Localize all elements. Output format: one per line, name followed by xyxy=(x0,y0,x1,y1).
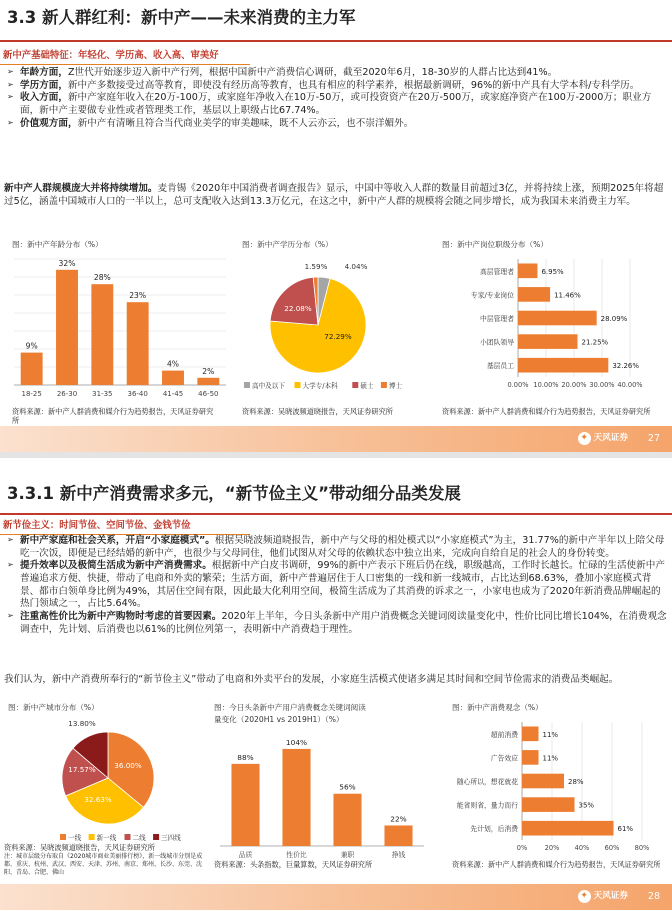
logo-text: 天风证券 xyxy=(593,890,628,901)
slide-title: 3.3 新人群红利：新中产——未来消费的主力军 xyxy=(7,8,356,27)
bar xyxy=(282,749,310,846)
x-tick-label: 30.00% xyxy=(589,381,615,389)
y-tick-label: 中层管理者 xyxy=(480,315,514,323)
y-tick-label: 超前消费 xyxy=(490,730,518,739)
chart-caption-education: 图：新中产学历分布（%） xyxy=(242,240,333,249)
data-label: 56% xyxy=(339,782,356,792)
data-label: 21.25% xyxy=(581,338,609,347)
section-subtitle: 新节俭主义：时间节俭、空间节俭、金钱节俭 xyxy=(3,520,191,531)
legend-swatch xyxy=(153,834,159,840)
data-label: 6.95% xyxy=(541,267,564,276)
arrow-icon: ➢ xyxy=(7,560,14,570)
bullet-lead: 新中产家庭和社会关系，开启“小家庭模式”。 xyxy=(20,535,215,546)
data-label: 28.09% xyxy=(600,315,628,323)
data-label: 72.29% xyxy=(324,332,352,341)
slide-28 xyxy=(0,458,672,910)
section-subtitle: 新中产基础特征：年轻化、学历高、收入高、审美好 xyxy=(3,50,219,61)
paragraph-lead: 新中产人群规模庞大并将持续增加。 xyxy=(4,183,158,194)
bullet-family xyxy=(4,535,668,560)
bullet-lead: 学历方面， xyxy=(20,79,68,91)
attitude-hbar-chart xyxy=(440,718,662,856)
footer-bar xyxy=(0,884,672,910)
data-label: 104% xyxy=(285,737,308,747)
x-tick-label: 兼职 xyxy=(340,851,355,859)
data-label: 1.59% xyxy=(304,262,328,271)
legend-swatch xyxy=(352,382,358,388)
chart-caption-level: 图：新中产岗位职级分布（%） xyxy=(442,240,548,249)
bar xyxy=(518,263,537,278)
bar xyxy=(518,334,578,349)
legend-swatch xyxy=(244,382,250,388)
data-label: 13.80% xyxy=(68,719,96,728)
x-tick-label: 41-45 xyxy=(162,390,184,398)
x-tick-label: 挣钱 xyxy=(391,851,406,859)
x-tick-label: 品质 xyxy=(238,851,253,859)
slide-title: 3.3.1 新中产消费需求多元，“新节俭主义”带动细分品类发展 xyxy=(7,484,461,503)
y-tick-label: 小团队领导 xyxy=(480,338,514,347)
data-label: 36.00% xyxy=(114,761,142,770)
bullet-text: Z世代开始逐步迈入新中产行列，根据中国新中产消费信心调研，截至2020年6月，18-30岁的人群占比达到41%。 xyxy=(67,67,558,78)
bullet-lead: 年龄方面， xyxy=(20,67,68,78)
x-tick-label: 60% xyxy=(604,844,620,852)
source-education: 资料来源：吴晓波频道晓报告，天风证券研究所 xyxy=(242,407,393,416)
data-label: 11% xyxy=(542,730,559,739)
x-tick-label: 46-50 xyxy=(198,390,219,398)
source-city-note: 注：城市层级分布取自《2020城市商业美丽排行榜》，新一线城市分别是成都、重庆、杭州、武汉、西安、天津、苏州、南京、郑州、长沙、东莞、沈阳、青岛、合肥、佛山 xyxy=(4,853,203,876)
bar xyxy=(518,311,597,326)
x-tick-label: 18-25 xyxy=(21,390,42,398)
bar xyxy=(197,378,219,385)
x-tick-label: 0.00% xyxy=(507,381,529,389)
bullet-text: 2020年上半年，今日头条新中产用户消费概念关键词阅读量变化中，性价比同比增长104%，在消费观念调查中，先计划、后消费也以61%的比例位列第一，表明新中产消费趋于理性。 xyxy=(20,610,667,635)
bullet-text: 新中产有清晰且符合当代商业美学的审美趣味，既不人云亦云，也不崇洋媚外。 xyxy=(77,117,414,129)
legend-label: 博士 xyxy=(388,382,403,390)
x-tick-label: 20.00% xyxy=(561,381,587,389)
logo-text: 天风证券 xyxy=(593,432,628,443)
data-label: 32.26% xyxy=(612,362,640,371)
x-tick-label: 40.00% xyxy=(617,381,643,389)
legend-label: 新一线 xyxy=(96,834,117,842)
page-number: 28 xyxy=(647,891,660,902)
data-label: 9% xyxy=(25,341,38,351)
footer-bar xyxy=(0,426,672,452)
chart-caption-keyword: 图：今日头条新中产用户消费概念关键词阅读 xyxy=(214,703,366,712)
x-tick-label: 80% xyxy=(634,844,650,852)
keyword-bar-chart xyxy=(212,730,432,860)
x-tick-label: 31-35 xyxy=(92,390,113,398)
legend-swatch xyxy=(295,382,301,388)
data-label: 32.63% xyxy=(84,795,112,804)
logo-icon: ✦ xyxy=(578,890,591,903)
data-label: 28% xyxy=(93,273,111,283)
data-label: 88% xyxy=(237,752,254,762)
chart-caption-keyword-2: 量变化（2020H1 vs 2019H1）（%） xyxy=(214,715,344,724)
thrift-bullets xyxy=(4,535,668,636)
data-label: 4% xyxy=(166,359,180,369)
y-tick-label: 随心所以，想花就花 xyxy=(456,778,518,786)
bar xyxy=(384,825,412,846)
bar xyxy=(522,821,614,836)
bar xyxy=(56,270,78,385)
x-tick-label: 26-30 xyxy=(56,390,78,398)
bar xyxy=(21,353,43,385)
bar xyxy=(333,794,361,846)
title-rule xyxy=(0,513,672,515)
arrow-icon: ➢ xyxy=(7,117,14,127)
bullet-value xyxy=(4,611,668,636)
y-tick-label: 广告效应 xyxy=(490,754,518,763)
source-level: 资料来源：新中产人群消费和媒介行为趋势报告，天风证券研究所 xyxy=(442,407,651,416)
slide-27 xyxy=(0,0,672,452)
arrow-icon: ➢ xyxy=(7,67,14,76)
bar xyxy=(231,764,259,846)
x-tick-label: 0% xyxy=(516,844,528,852)
bar xyxy=(127,302,149,385)
y-tick-label: 先计划，后消费 xyxy=(470,825,518,834)
bullet-age xyxy=(4,67,668,80)
paragraph-text: 麦肯锡《2020年中国消费者调查报告》显示，中国中等收入人群的数量目前超过3亿，并将持续上涨，预期2025年将超过5亿，涵盖中国城市人口的一半以上，总可支配收入达到13.3万亿元，在这之中，新中产人群的规模将会随之同步增长，成为我国未来消费主力军。 xyxy=(4,183,664,207)
bullet-text: 新中产多数接受过高等教育，即使没有经历高等教育，也具有相应的科学素养，根据最新调研，96%的新中产具有大学本科/专科学历。 xyxy=(67,79,640,91)
data-label: 32% xyxy=(58,258,76,268)
arrow-icon: ➢ xyxy=(7,610,14,620)
bullet-lead: 提升效率以及极简生活成为新中产消费需求。 xyxy=(20,560,212,572)
arrow-icon: ➢ xyxy=(7,92,14,102)
conclusion-paragraph: 我们认为，新中产消费所奉行的“新节俭主义”带动了电商和外卖平台的发展，小家庭生活模式使诸多满足其时间和空间节俭需求的消费品类崛起。 xyxy=(4,674,619,685)
data-label: 2% xyxy=(202,366,215,376)
bar xyxy=(518,287,550,302)
arrow-icon: ➢ xyxy=(7,79,14,89)
source-age: 资料来源：新中产人群消费和媒介行为趋势报告，天风证券研究所 xyxy=(12,407,214,426)
bullet-income xyxy=(4,92,668,117)
legend-label: 大学专/本科 xyxy=(302,382,338,390)
age-bar-chart xyxy=(8,255,230,405)
education-pie-chart xyxy=(238,255,423,405)
bullet-text: 新中产家庭年收入在20万-100万，或家庭年净收入在10万-50万，或可投资资产在20万-500万，或家庭净资产在100万-2000万；职业方面，新中产主要做专业性或者管理类工作，基层以上职级占比67.74%。 xyxy=(20,92,652,116)
level-hbar-chart xyxy=(440,255,660,405)
bar xyxy=(162,371,184,385)
legend-label: 高中及以下 xyxy=(252,382,285,390)
bullet-lead: 注重高性价比为新中产购物时考虑的首要因素。 xyxy=(20,610,222,622)
data-label: 11.46% xyxy=(554,291,581,300)
legend-swatch xyxy=(89,834,95,840)
chart-caption-age: 图：新中产年龄分布（%） xyxy=(12,240,103,249)
legend-swatch xyxy=(381,382,387,388)
source-city: 资料来源：吴晓波频道晓报告，天风证券研究所 xyxy=(4,843,155,852)
feature-bullets xyxy=(4,67,668,130)
data-label: 22.08% xyxy=(284,304,312,313)
bar xyxy=(518,358,608,373)
bar xyxy=(522,797,575,812)
data-label: 35% xyxy=(578,801,595,810)
x-tick-label: 性价比 xyxy=(286,851,307,859)
source-attitude: 资料来源：新中产人群消费和媒介行为趋势报告，天风证券研究所 xyxy=(452,860,661,869)
bar xyxy=(522,750,539,765)
logo-icon: ✦ xyxy=(578,432,591,445)
x-tick-label: 36-40 xyxy=(127,390,148,398)
legend-label: 一线 xyxy=(68,834,82,842)
y-tick-label: 基层员工 xyxy=(486,362,514,371)
bullet-efficiency xyxy=(4,560,668,611)
y-tick-label: 高层管理者 xyxy=(480,267,514,276)
title-rule xyxy=(0,40,672,42)
data-label: 61% xyxy=(617,825,634,834)
city-pie-chart xyxy=(8,716,208,864)
legend-swatch xyxy=(60,834,66,840)
chart-caption-attitude: 图：新中产消费观念（%） xyxy=(452,703,543,712)
bar xyxy=(522,774,564,789)
bullet-text: 根据吴晓波频道晓报告，新中产与父母的相处模式以“小家庭模式”为主，31.77%的新中产半年以上陪父母吃一次饭，即便是已经结婚的新中产，也很少与父母同住，他们试图从对父母的依赖状态中独立出来，完成向自给自足的社会人的身份转变。 xyxy=(20,535,665,559)
company-logo xyxy=(578,432,628,445)
arrow-icon: ➢ xyxy=(7,535,14,544)
bullet-text: 根据新中产白皮书调研，99%的新中产表示下班后仍在线，职级越高，工作时长越长。忙碌的生活使新中产普遍追求方便、快捷，带动了电商和外卖的繁荣；生活方面，新中产普遍居住于人口密集的一线和新一线城市，占比达到68.63%，叠加小家庭模式背景、都市白领单身比例为49%，其居住空间有限，因此最大化利用空间，极简生活成为了其消费的诉求之一，小家电也成为了2020年新消费品牌崛起的热门领域之一，占比5.64%。 xyxy=(20,560,665,610)
bullet-education xyxy=(4,80,668,93)
data-label: 23% xyxy=(129,291,147,301)
bullet-values xyxy=(4,118,668,131)
company-logo xyxy=(578,890,628,903)
x-tick-label: 20% xyxy=(544,844,560,852)
subtitle-underline xyxy=(0,64,250,65)
chart-caption-city: 图：新中产城市分布（%） xyxy=(8,703,99,712)
data-label: 28% xyxy=(568,778,584,786)
data-label: 11% xyxy=(542,754,559,763)
data-label: 22% xyxy=(390,814,407,824)
summary-paragraph xyxy=(4,183,668,208)
data-label: 4.04% xyxy=(344,262,368,271)
legend-label: 二线 xyxy=(132,834,146,842)
legend-label: 三四线 xyxy=(161,834,181,842)
bar xyxy=(522,726,539,741)
data-label: 17.57% xyxy=(68,765,96,774)
y-tick-label: 能省则省，量力而行 xyxy=(456,801,518,810)
x-tick-label: 40% xyxy=(574,844,590,852)
bar xyxy=(91,284,113,385)
bullet-lead: 收入方面， xyxy=(20,92,68,104)
x-tick-label: 10.00% xyxy=(533,381,559,389)
source-keyword: 资料来源：头条指数，巨量算数，天风证券研究所 xyxy=(214,860,373,869)
page-number: 27 xyxy=(647,433,660,444)
legend-swatch xyxy=(125,834,131,840)
y-tick-label: 专家/专业岗位 xyxy=(470,291,514,300)
legend-label: 硕士 xyxy=(360,382,374,390)
pie-slice xyxy=(270,277,318,325)
bullet-lead: 价值观方面， xyxy=(20,117,78,129)
